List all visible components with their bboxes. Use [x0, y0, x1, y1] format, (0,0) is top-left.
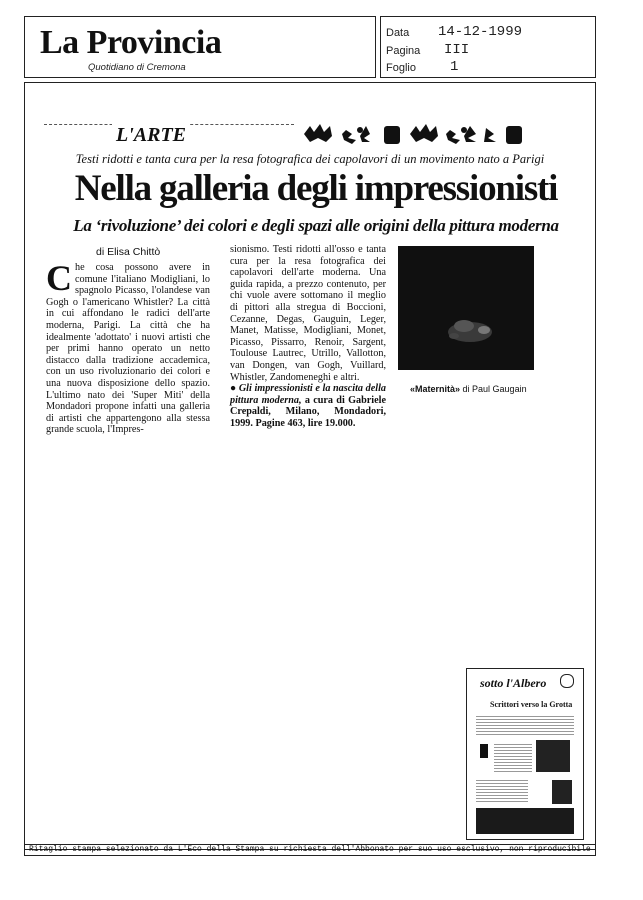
headline: Nella galleria degli impressionisti: [74, 168, 558, 209]
meta-label-date: Data: [386, 27, 410, 39]
photo-caption: «Maternità» di Paul Gaugain: [410, 384, 527, 394]
thumbnail-text-lines: [476, 778, 528, 804]
thumbnail-photo: [536, 740, 570, 772]
section-label: L'ARTE: [112, 124, 190, 147]
kicker: Testi ridotti e tanta cura per la resa fotografica dei capolavori di un movimento nato a Parigi: [75, 152, 545, 166]
face-icon: [560, 674, 574, 688]
book-title: Gli impressionisti e la nascita della pittura moderna,: [230, 383, 386, 406]
footer-notice: Ritaglio stampa selezionato da L'Eco della Stampa su richiesta dell'Abbonato per suo uso esclusivo, non riproducibile: [24, 844, 596, 856]
newspaper-subtitle: Quotidiano di Cremona: [88, 62, 186, 73]
thumbnail-headline: Scrittori verso la Grotta: [490, 700, 573, 709]
thumbnail-photo: [552, 780, 572, 804]
newspaper-logo: La Provincia: [40, 24, 222, 61]
thumbnail-article-block: [476, 808, 574, 834]
meta-value-date: 14-12-1999: [438, 24, 523, 40]
thumbnail-text-lines: [476, 714, 574, 736]
meta-value-page: III: [444, 42, 470, 58]
subheadline: La ‘rivoluzione’ dei colori e degli spazi alle origini della pittura moderna: [73, 216, 559, 235]
painting-photo: [398, 246, 534, 370]
meta-label-sheet: Foglio: [386, 62, 416, 74]
thumbnail-figure: [480, 744, 488, 758]
holly-ornament-icon: [300, 120, 530, 152]
meta-label-page: Pagina: [386, 45, 421, 57]
bullet-icon: ●: [230, 383, 237, 395]
thumbnail-title: sotto l'Albero: [480, 676, 547, 690]
column-2-text: sionismo. Testi ridotti all'osso e tanta cura per la resa fotografica dei capolavori dell'arte moderna. Una guida rapida, a prezzo contenuto, per chi vuole avere sottomano il meglio di pittori alla stregua di Boccioni, Cezanne, Degas, Gauguin, Leger, Manet, Matisse, Modigliani, Monet, Picasso, Pissarro, Renoir, Sargent, Toulouse Lautrec, Utrillo, Vallotton, van Dongen, van Gogh, Vuillard, Whistler, Zandomeneghi e altri.: [230, 244, 386, 383]
byline: di Elisa Chittò: [96, 246, 161, 258]
column-1-text: he cosa possono avere in comune l'italiano Modigliani, lo spagnolo Picasso, l'olandese van Gogh o l'americano Whistler? La città in cui affondano le radici dell'arte moderna, Parigi. La città che ha idealmente 'adottato' i nuovi artisti che per primi hanno operato un netto distacco dalla tradizione accademica, con un uso rivoluzionario dei colori e una nuova disposizione dello spazio. L'ultimo nato dei 'Super Miti' della Mondadori propone infatti una galleria di artisti che appartengono alla stessa grande scuola, l'Impres-: [46, 262, 210, 436]
meta-value-sheet: 1: [450, 59, 459, 75]
article-column-2: [230, 244, 386, 430]
book-details: a cura di Gabriele Crepaldi, Milano, Mondadori, 1999. Pagine 463, lire 19.000.: [230, 394, 386, 429]
article-column-1: [46, 258, 210, 436]
thumbnail-text-lines: [494, 742, 532, 772]
drop-cap: C: [46, 258, 72, 298]
